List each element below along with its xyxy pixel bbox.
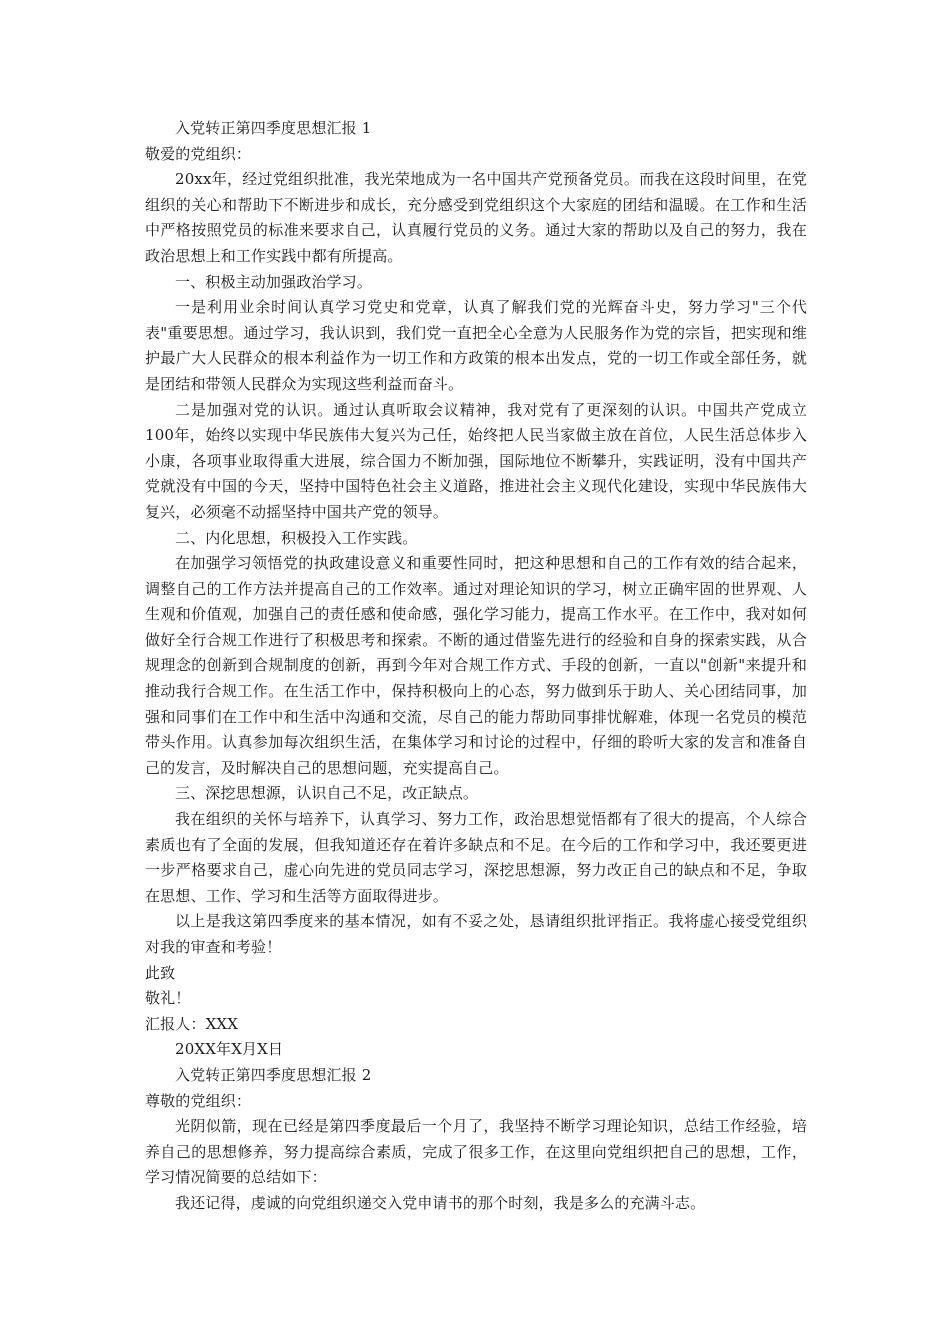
report-2-paragraph-1: 光阴似箭，现在已经是第四季度最后一个月了，我坚持不断学习理论知识，总结工作经验，培养自己的思想修养，努力提高综合素质，完成了很多工作，在这里向党组织把自己的思想，工作，学习情况简要的总结如下： (145, 1117, 807, 1187)
report-1-paragraph-3: 二是加强对党的认识。通过认真听取会议精神，我对党有了更深刻的认识。中国共产党成立100年，始终以实现中华民族伟大复兴为己任，始终把人民当家做主放在首位，人民生活总体步入小康，各项事业取得重大进展，综合国力不断加强，国际地位不断攀升，实践证明，没有中国共产党就没有中国的今天，坚持中国特色社会主义道路，推进社会主义现代化建设，实现中华民族伟大复兴，必须毫不动摇坚持中国共产党的领导。 (145, 400, 807, 521)
report-1-closing-1: 此致 (145, 963, 176, 982)
report-1-closing-2: 敬礼！ (145, 989, 191, 1008)
report-1-paragraph-1: 20xx年，经过党组织批准，我光荣地成为一名中国共产党预备党员。而我在这段时间里，在党组织的关心和帮助下不断进步和成长，充分感受到党组织这个大家庭的团结和温暖。在工作和生活中严格按照党员的标准来要求自己，认真履行党员的义务。通过大家的帮助以及自己的努力，我在政治思想上和工作实践中都有所提高。 (145, 170, 807, 265)
report-1-heading-1: 一、积极主动加强政治学习。 (175, 272, 372, 291)
report-2-title: 入党转正第四季度思想汇报 2 (175, 1065, 372, 1084)
report-1-title: 入党转正第四季度思想汇报 1 (175, 119, 372, 137)
report-1-heading-3: 三、深挖思想源，认识自己不足，改正缺点。 (175, 784, 479, 803)
report-1-paragraph-4: 在加强学习领悟党的执政建设意义和重要性同时，把这种思想和自己的工作有效的结合起来，调整自己的工作方法并提高自己的工作效率。通过对理论知识的学习，树立正确牢固的世界观、人生观和价值观，加强自己的责任感和使命感，强化学习能力，提高工作水平。在工作中，我对如何做好全行合规工作进行了积极思考和探索。不断的通过借鉴先进行的经验和自身的探索实践，从合规理念的创新到合规制度的创新，再到今年对合规工作方式、手段的创新，一直以"创新"来提升和推动我行合规工作。在生活工作中，保持积极向上的心态，努力做到乐于助人、关心团结同事，加强和同事们在工作中和生活中沟通和交流，尽自己的能力帮助同事排忧解难，体现一名党员的模范带头作用。认真参加每次组织生活，在集体学习和讨论的过程中，仔细的聆听大家的发言和准备自己的发言，及时解决自己的思想问题，充实提高自己。 (145, 554, 807, 777)
report-1-salutation: 敬爱的党组织： (145, 144, 252, 163)
report-1-paragraph-6: 以上是我这第四季度来的基本情况，如有不妥之处，恳请组织批评指正。我将虚心接受党组织对我的审查和考验！ (145, 912, 807, 956)
report-1-heading-2: 二、内化思想，积极投入工作实践。 (175, 528, 418, 547)
report-2-salutation: 尊敬的党组织： (145, 1091, 252, 1110)
document-body (145, 116, 807, 1217)
report-1-paragraph-5: 我在组织的关怀与培养下，认真学习、努力工作，政治思想觉悟都有了很大的提高，个人综合素质也有了全面的发展，但我知道还存在着许多缺点和不足。在今后的工作和学习中，我还要更进一步严格要求自己，虚心向先进的党员同志学习，深挖思想源，努力改正自己的缺点和不足，争取在思想、工作、学习和生活等方面取得进步。 (145, 810, 807, 905)
report-1-paragraph-2: 一是利用业余时间认真学习党史和党章，认真了解我们党的光辉奋斗史，努力学习"三个代表"重要思想。通过学习，我认识到，我们党一直把全心全意为人民服务作为党的宗旨，把实现和维护最广大人民群众的根本利益作为一切工作和方政策的根本出发点，党的一切工作或全部任务，就是团结和带领人民群众为实现这些利益而奋斗。 (145, 298, 807, 393)
report-1-date: 20XX年X月X日 (175, 1040, 284, 1059)
report-1-reporter: 汇报人：XXX (145, 1014, 239, 1033)
report-2-paragraph-2: 我还记得，虔诚的向党组织递交入党申请书的那个时刻，我是多么的充满斗志。 (175, 1193, 706, 1212)
